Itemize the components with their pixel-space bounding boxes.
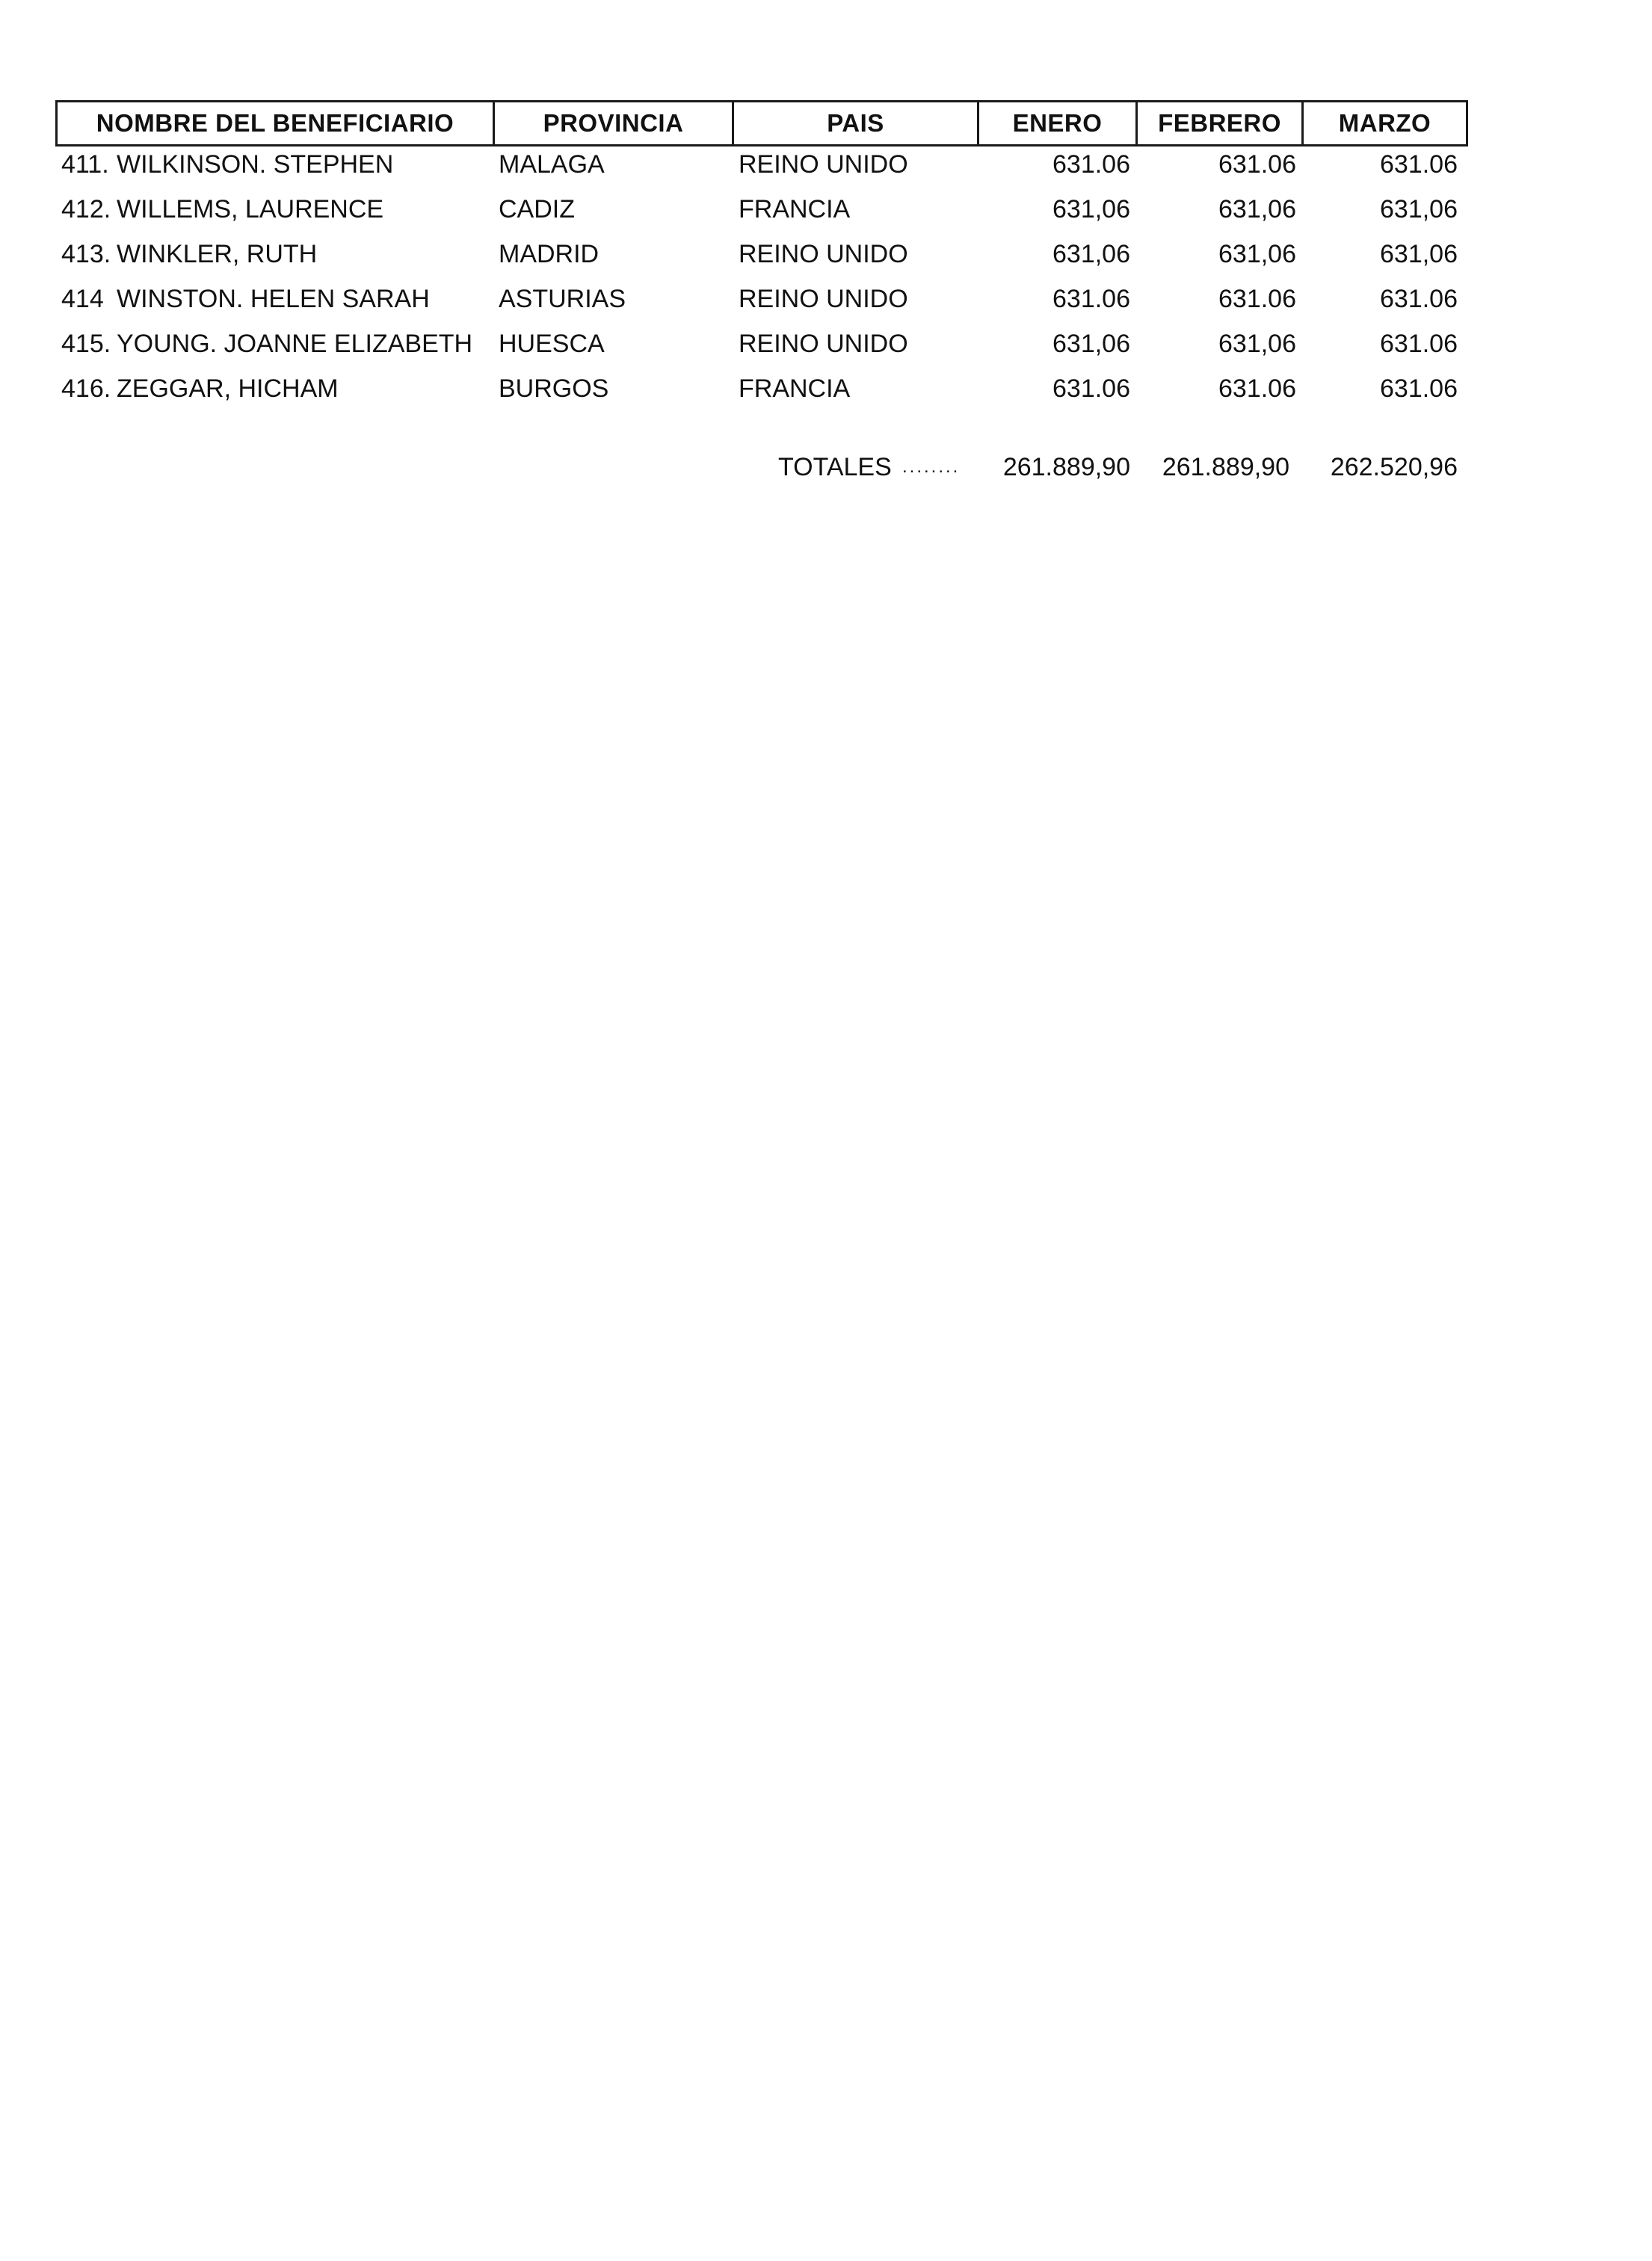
marzo-cell: 631.06 [1380, 330, 1458, 358]
totals-enero: 261.889,90 [1002, 453, 1130, 481]
header-pais [733, 100, 979, 146]
provincia-cell: CADIZ [499, 195, 575, 223]
beneficiary-name: WINKLER, RUTH [117, 240, 318, 268]
pais-cell: REINO UNIDO [739, 330, 908, 358]
pais-cell: FRANCIA [739, 195, 851, 223]
febrero-cell: 631,06 [1218, 195, 1296, 223]
header-febrero-label: FEBRERO [1158, 109, 1281, 137]
row-number: 414 [61, 285, 104, 313]
table-row [0, 236, 1652, 272]
header-nombre [55, 100, 495, 146]
pais-cell: REINO UNIDO [739, 240, 908, 268]
febrero-cell: 631,06 [1218, 240, 1296, 268]
marzo-cell: 631.06 [1380, 150, 1458, 179]
row-number: 412. [61, 195, 111, 223]
enero-cell: 631.06 [1052, 285, 1130, 313]
provincia-cell: HUESCA [499, 330, 605, 358]
header-enero [978, 100, 1138, 146]
totals-marzo: 262.520,96 [1330, 453, 1458, 481]
beneficiary-name: WILLEMS, LAURENCE [117, 195, 384, 223]
row-number: 411. [61, 150, 109, 179]
header-enero-label: ENERO [1012, 109, 1103, 137]
totals-row [0, 448, 1652, 486]
provincia-cell: MALAGA [499, 150, 605, 179]
enero-cell: 631,06 [1052, 330, 1130, 358]
totals-label: TOTALES [778, 453, 892, 481]
header-nombre-label: NOMBRE DEL BENEFICIARIO [96, 109, 454, 137]
enero-cell: 631.06 [1052, 150, 1130, 179]
header-pais-label: PAIS [827, 109, 884, 137]
marzo-cell: 631,06 [1380, 240, 1458, 268]
totals-leader-dots: ........ [902, 457, 961, 477]
marzo-cell: 631,06 [1380, 195, 1458, 223]
header-provincia [493, 100, 734, 146]
enero-cell: 631,06 [1052, 240, 1130, 268]
pais-cell: FRANCIA [739, 374, 851, 403]
febrero-cell: 631.06 [1218, 374, 1296, 403]
pais-cell: REINO UNIDO [739, 150, 908, 179]
provincia-cell: ASTURIAS [499, 285, 626, 313]
beneficiary-name: YOUNG. JOANNE ELIZABETH [117, 330, 473, 358]
table-row [0, 371, 1652, 407]
febrero-cell: 631.06 [1218, 285, 1296, 313]
row-number: 413. [61, 240, 111, 268]
enero-cell: 631.06 [1052, 374, 1130, 403]
row-number: 415. [61, 330, 111, 358]
beneficiary-name: WILKINSON. STEPHEN [117, 150, 394, 179]
table-row [0, 146, 1652, 182]
table-row [0, 326, 1652, 362]
febrero-cell: 631,06 [1218, 330, 1296, 358]
header-marzo [1302, 100, 1468, 146]
febrero-cell: 631.06 [1218, 150, 1296, 179]
enero-cell: 631,06 [1052, 195, 1130, 223]
header-febrero [1136, 100, 1304, 146]
table-row [0, 191, 1652, 227]
beneficiary-name: WINSTON. HELEN SARAH [117, 285, 430, 313]
row-number: 416. [61, 374, 111, 403]
marzo-cell: 631.06 [1380, 285, 1458, 313]
header-provincia-label: PROVINCIA [543, 109, 684, 137]
provincia-cell: MADRID [499, 240, 600, 268]
provincia-cell: BURGOS [499, 374, 609, 403]
pais-cell: REINO UNIDO [739, 285, 908, 313]
totals-febrero: 261.889,90 [1162, 453, 1289, 481]
table-row [0, 281, 1652, 317]
marzo-cell: 631.06 [1380, 374, 1458, 403]
header-marzo-label: MARZO [1338, 109, 1431, 137]
beneficiary-name: ZEGGAR, HICHAM [117, 374, 339, 403]
